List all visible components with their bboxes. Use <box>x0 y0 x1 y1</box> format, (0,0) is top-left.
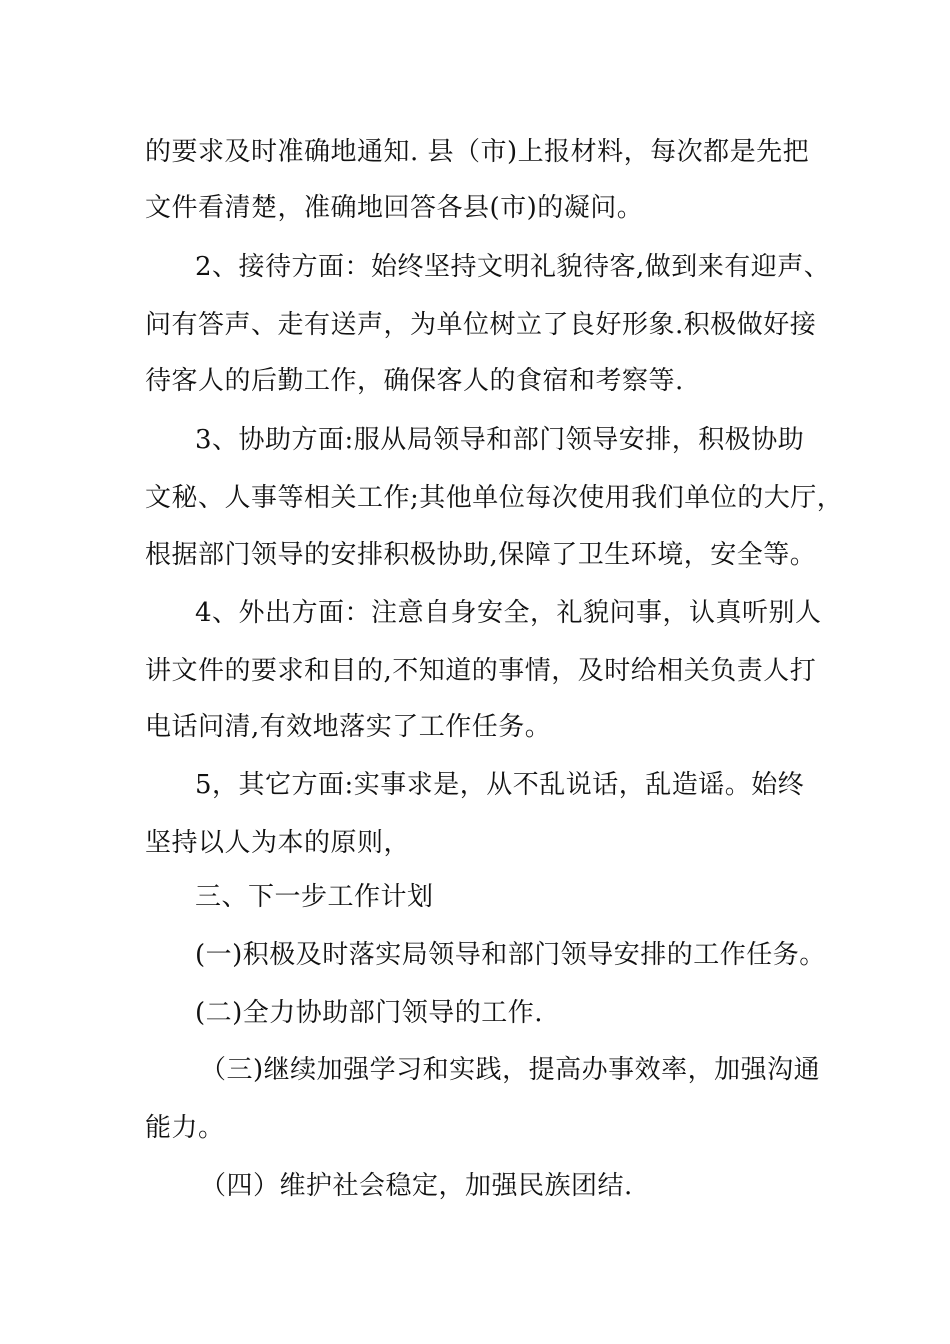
plan-item-1: (一)积极及时落实局领导和部门领导安排的工作任务。 <box>195 940 826 970</box>
plan-item-4: （四）维护社会稳定，加强民族团结. <box>200 1171 633 1201</box>
text-line-1: 的要求及时准确地通知. 县（市)上报材料，每次都是先把 <box>145 137 810 167</box>
text-line-3: 2、接待方面：始终坚持文明礼貌待客,做到来有迎声、 <box>195 252 831 282</box>
section-heading-next-steps: 三、下一步工作计划 <box>195 882 434 912</box>
text-line-2: 文件看清楚，准确地回答各县(市)的凝问。 <box>145 193 644 223</box>
plan-item-2: (二)全力协助部门领导的工作. <box>195 998 544 1028</box>
text-line-6: 3、协助方面:服从局领导和部门领导安排，积极协助 <box>195 425 805 455</box>
text-line-4: 问有答声、走有送声，为单位树立了良好形象.积极做好接 <box>145 310 817 340</box>
plan-item-3: （三)继续加强学习和实践，提高办事效率，加强沟通 <box>200 1055 821 1085</box>
text-line-10: 讲文件的要求和目的,不知道的事情，及时给相关负责人打 <box>145 656 817 686</box>
text-line-11: 电话问清,有效地落实了工作任务。 <box>145 712 552 742</box>
text-line-9: 4、外出方面：注意自身安全，礼貌问事，认真听别人 <box>195 598 822 628</box>
plan-item-3-continued: 能力。 <box>145 1113 225 1143</box>
text-line-8: 根据部门领导的安排积极协助,保障了卫生环境，安全等。 <box>145 540 817 570</box>
text-line-13: 坚持以人为本的原则， <box>145 828 411 858</box>
text-line-5: 待客人的后勤工作，确保客人的食宿和考察等. <box>145 366 684 396</box>
text-line-12: 5，其它方面:实事求是，从不乱说话，乱造谣。始终 <box>195 770 805 800</box>
text-line-7: 文秘、人事等相关工作;其他单位每次使用我们单位的大厅， <box>145 483 844 513</box>
